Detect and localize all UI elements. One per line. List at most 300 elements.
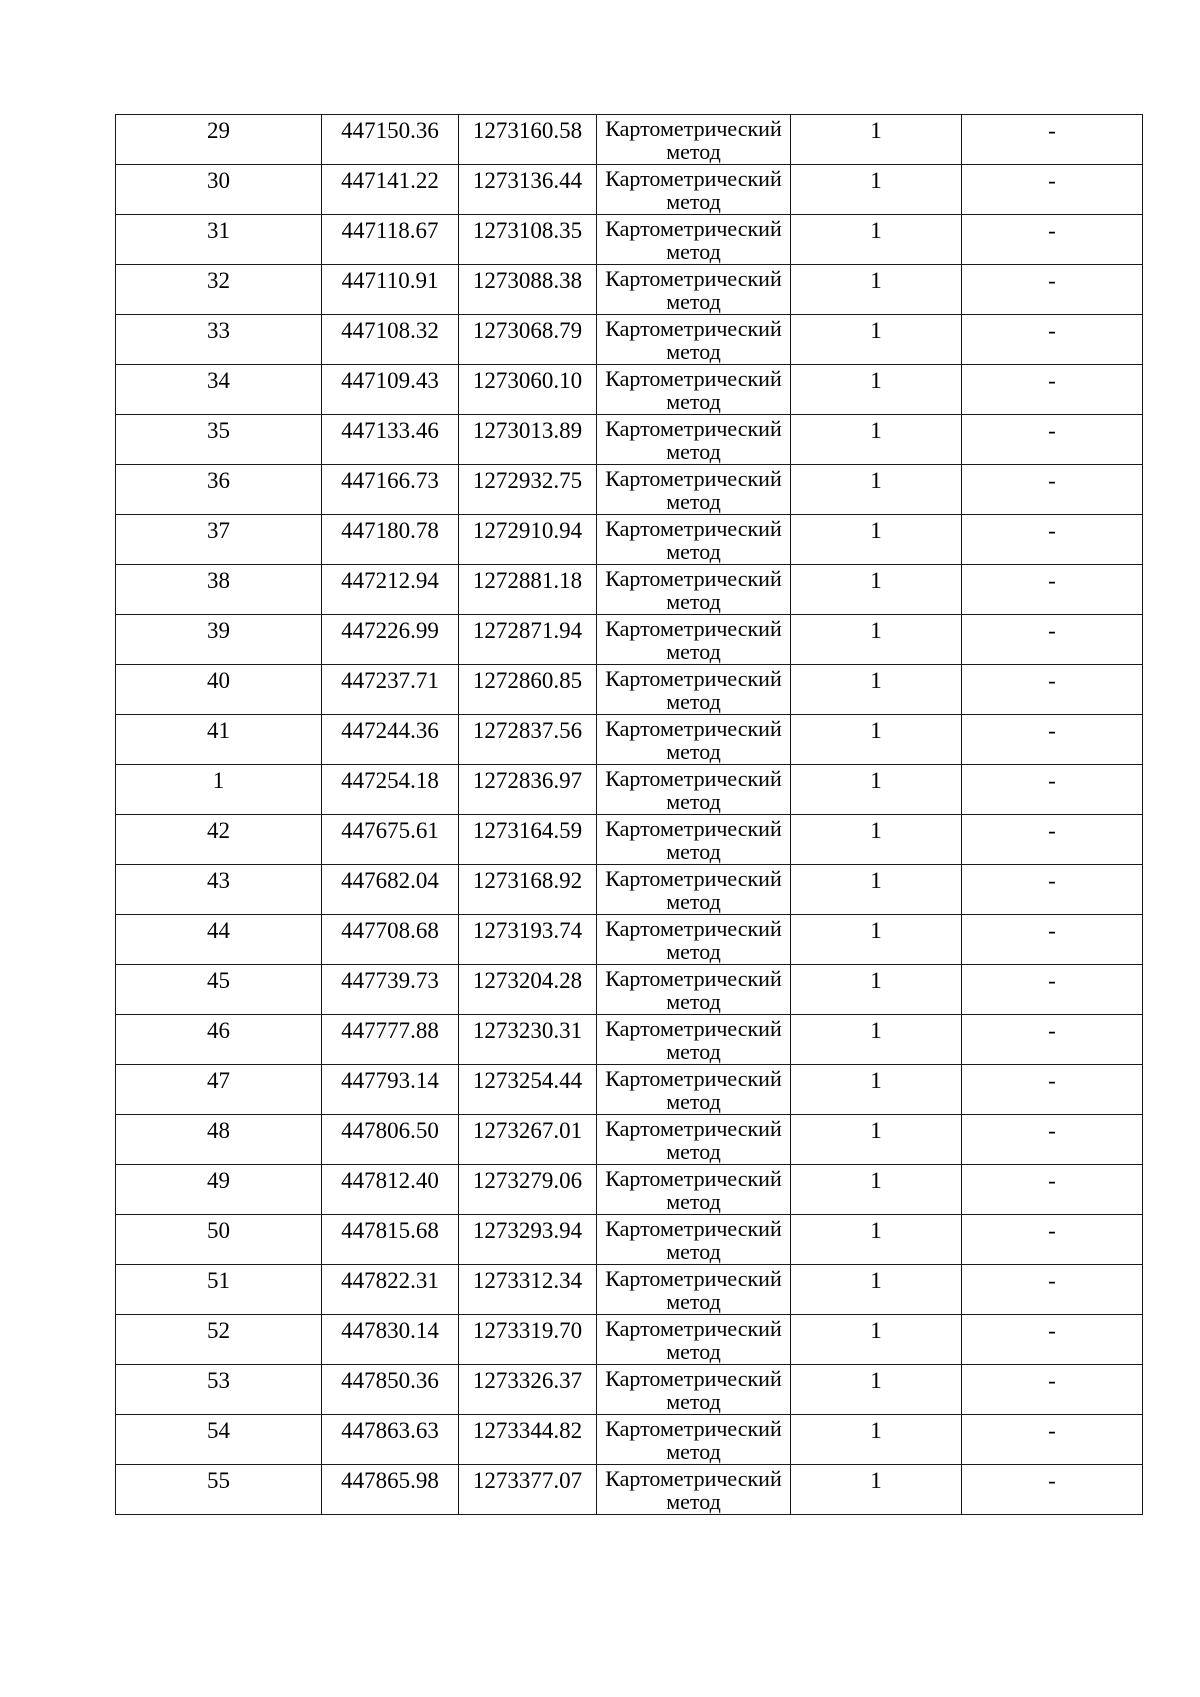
y-coordinate-cell [459, 165, 597, 215]
accuracy-cell-text: 1 [870, 318, 882, 343]
y-coordinate-cell [459, 215, 597, 265]
accuracy-cell [791, 565, 962, 615]
method-cell-text: Картометрический метод [605, 1316, 782, 1364]
y-coordinate-cell [459, 1065, 597, 1115]
y-coordinate-cell [459, 1165, 597, 1215]
method-cell [597, 315, 791, 365]
table-row [116, 115, 1143, 165]
y-coordinate-cell [459, 365, 597, 415]
accuracy-cell-text: 1 [870, 1268, 882, 1293]
x-coordinate-cell [322, 715, 459, 765]
description-cell-text: - [1048, 1468, 1056, 1493]
accuracy-cell [791, 615, 962, 665]
accuracy-cell [791, 815, 962, 865]
accuracy-cell-text: 1 [870, 868, 882, 893]
description-cell-text: - [1048, 568, 1056, 593]
y-coordinate-cell [459, 115, 597, 165]
description-cell-text: - [1048, 468, 1056, 493]
table-row [116, 1465, 1143, 1515]
y-coordinate-cell-text: 1272910.94 [472, 518, 583, 543]
description-cell-text: - [1048, 1218, 1056, 1243]
description-cell-text: - [1048, 168, 1056, 193]
point-number-cell [116, 765, 322, 815]
y-coordinate-cell-text: 1272932.75 [472, 468, 583, 493]
method-cell [597, 1215, 791, 1265]
point-number-cell-text: 41 [207, 718, 230, 743]
y-coordinate-cell-text: 1273088.38 [472, 268, 583, 293]
y-coordinate-cell [459, 615, 597, 665]
method-cell [597, 665, 791, 715]
accuracy-cell-text: 1 [870, 418, 882, 443]
method-cell-text: Картометрический метод [605, 166, 782, 214]
accuracy-cell [791, 665, 962, 715]
y-coordinate-cell-text: 1273204.28 [472, 968, 583, 993]
method-cell-text: Картометрический метод [605, 1416, 782, 1464]
point-number-cell [116, 515, 322, 565]
method-cell-text: Картометрический метод [605, 1466, 782, 1514]
method-cell [597, 615, 791, 665]
point-number-cell-text: 55 [207, 1468, 230, 1493]
method-cell-text: Картометрический метод [605, 1266, 782, 1314]
point-number-cell-text: 45 [207, 968, 230, 993]
method-cell-text: Картометрический метод [605, 1116, 782, 1164]
accuracy-cell-text: 1 [870, 1168, 882, 1193]
description-cell [962, 215, 1143, 265]
y-coordinate-cell-text: 1273136.44 [472, 168, 583, 193]
description-cell-text: - [1048, 368, 1056, 393]
point-number-cell-text: 40 [207, 668, 230, 693]
accuracy-cell [791, 915, 962, 965]
y-coordinate-cell-text: 1272860.85 [472, 668, 583, 693]
description-cell [962, 1265, 1143, 1315]
description-cell [962, 115, 1143, 165]
x-coordinate-cell-text: 447815.68 [341, 1218, 439, 1243]
x-coordinate-cell [322, 1265, 459, 1315]
table-row [116, 715, 1143, 765]
y-coordinate-cell-text: 1272836.97 [472, 768, 583, 793]
description-cell [962, 765, 1143, 815]
x-coordinate-cell-text: 447812.40 [341, 1168, 439, 1193]
x-coordinate-cell-text: 447682.04 [341, 868, 439, 893]
point-number-cell-text: 31 [207, 218, 230, 243]
table-row [116, 515, 1143, 565]
accuracy-cell [791, 165, 962, 215]
table-row [116, 165, 1143, 215]
y-coordinate-cell-text: 1273164.59 [472, 818, 583, 843]
accuracy-cell-text: 1 [870, 718, 882, 743]
point-number-cell-text: 53 [207, 1368, 230, 1393]
accuracy-cell-text: 1 [870, 1368, 882, 1393]
x-coordinate-cell [322, 1365, 459, 1415]
x-coordinate-cell [322, 515, 459, 565]
y-coordinate-cell [459, 1265, 597, 1315]
point-number-cell [116, 215, 322, 265]
description-cell [962, 315, 1143, 365]
y-coordinate-cell-text: 1273344.82 [472, 1418, 583, 1443]
accuracy-cell [791, 365, 962, 415]
accuracy-cell [791, 1315, 962, 1365]
point-number-cell-text: 30 [207, 168, 230, 193]
x-coordinate-cell-text: 447822.31 [341, 1268, 439, 1293]
accuracy-cell-text: 1 [870, 1418, 882, 1443]
x-coordinate-cell [322, 565, 459, 615]
accuracy-cell-text: 1 [870, 818, 882, 843]
x-coordinate-cell-text: 447150.36 [341, 118, 439, 143]
y-coordinate-cell [459, 665, 597, 715]
description-cell [962, 365, 1143, 415]
description-cell [962, 515, 1143, 565]
point-number-cell-text: 33 [207, 318, 230, 343]
table-row [116, 765, 1143, 815]
x-coordinate-cell [322, 465, 459, 515]
description-cell [962, 815, 1143, 865]
accuracy-cell [791, 1015, 962, 1065]
description-cell [962, 715, 1143, 765]
x-coordinate-cell [322, 365, 459, 415]
accuracy-cell [791, 1115, 962, 1165]
method-cell [597, 715, 791, 765]
description-cell-text: - [1048, 1018, 1056, 1043]
description-cell [962, 615, 1143, 665]
method-cell [597, 115, 791, 165]
point-number-cell-text: 37 [207, 518, 230, 543]
description-cell [962, 1115, 1143, 1165]
point-number-cell [116, 865, 322, 915]
description-cell [962, 265, 1143, 315]
method-cell-text: Картометрический метод [605, 566, 782, 614]
description-cell [962, 965, 1143, 1015]
description-cell [962, 1315, 1143, 1365]
y-coordinate-cell [459, 765, 597, 815]
method-cell-text: Картометрический метод [605, 266, 782, 314]
point-number-cell-text: 54 [207, 1418, 230, 1443]
table-row [116, 665, 1143, 715]
table-row [116, 615, 1143, 665]
point-number-cell-text: 42 [207, 818, 230, 843]
accuracy-cell [791, 1165, 962, 1215]
accuracy-cell-text: 1 [870, 1318, 882, 1343]
x-coordinate-cell-text: 447141.22 [341, 168, 439, 193]
y-coordinate-cell-text: 1272881.18 [472, 568, 583, 593]
point-number-cell [116, 715, 322, 765]
coordinates-table [115, 114, 1143, 1515]
method-cell [597, 365, 791, 415]
point-number-cell [116, 1315, 322, 1365]
description-cell [962, 1365, 1143, 1415]
y-coordinate-cell-text: 1273230.31 [472, 1018, 583, 1043]
point-number-cell [116, 665, 322, 715]
x-coordinate-cell [322, 765, 459, 815]
description-cell [962, 665, 1143, 715]
point-number-cell-text: 49 [207, 1168, 230, 1193]
method-cell [597, 1165, 791, 1215]
method-cell-text: Картометрический метод [605, 216, 782, 264]
x-coordinate-cell-text: 447110.91 [341, 268, 439, 293]
y-coordinate-cell [459, 1115, 597, 1165]
point-number-cell [116, 1365, 322, 1415]
description-cell [962, 415, 1143, 465]
x-coordinate-cell [322, 265, 459, 315]
table-row [116, 465, 1143, 515]
method-cell-text: Картометрический метод [605, 416, 782, 464]
x-coordinate-cell [322, 165, 459, 215]
y-coordinate-cell-text: 1273108.35 [472, 218, 583, 243]
point-number-cell-text: 38 [207, 568, 230, 593]
method-cell [597, 165, 791, 215]
method-cell-text: Картометрический метод [605, 516, 782, 564]
x-coordinate-cell-text: 447133.46 [341, 418, 439, 443]
y-coordinate-cell-text: 1273013.89 [472, 418, 583, 443]
method-cell [597, 865, 791, 915]
point-number-cell [116, 915, 322, 965]
accuracy-cell-text: 1 [870, 1118, 882, 1143]
description-cell-text: - [1048, 218, 1056, 243]
table-row [116, 265, 1143, 315]
y-coordinate-cell [459, 915, 597, 965]
table-row [116, 1065, 1143, 1115]
accuracy-cell [791, 1365, 962, 1415]
description-cell-text: - [1048, 1318, 1056, 1343]
accuracy-cell [791, 1265, 962, 1315]
point-number-cell-text: 43 [207, 868, 230, 893]
accuracy-cell-text: 1 [870, 918, 882, 943]
x-coordinate-cell [322, 215, 459, 265]
description-cell-text: - [1048, 418, 1056, 443]
point-number-cell-text: 35 [207, 418, 230, 443]
y-coordinate-cell [459, 565, 597, 615]
description-cell-text: - [1048, 318, 1056, 343]
method-cell [597, 1315, 791, 1365]
table-row [116, 565, 1143, 615]
table-row [116, 1015, 1143, 1065]
method-cell [597, 1365, 791, 1415]
accuracy-cell-text: 1 [870, 118, 882, 143]
y-coordinate-cell-text: 1273377.07 [472, 1468, 583, 1493]
x-coordinate-cell-text: 447850.36 [341, 1368, 439, 1393]
description-cell-text: - [1048, 1118, 1056, 1143]
method-cell-text: Картометрический метод [605, 666, 782, 714]
method-cell [597, 1065, 791, 1115]
description-cell-text: - [1048, 718, 1056, 743]
table-row [116, 1415, 1143, 1465]
x-coordinate-cell-text: 447708.68 [341, 918, 439, 943]
y-coordinate-cell-text: 1273267.01 [472, 1118, 583, 1143]
x-coordinate-cell-text: 447237.71 [341, 668, 439, 693]
x-coordinate-cell [322, 965, 459, 1015]
method-cell-text: Картометрический метод [605, 766, 782, 814]
accuracy-cell [791, 515, 962, 565]
description-cell-text: - [1048, 1418, 1056, 1443]
point-number-cell-text: 46 [207, 1018, 230, 1043]
accuracy-cell-text: 1 [870, 1468, 882, 1493]
y-coordinate-cell-text: 1273254.44 [472, 1068, 583, 1093]
table-row [116, 965, 1143, 1015]
accuracy-cell-text: 1 [870, 968, 882, 993]
method-cell [597, 465, 791, 515]
accuracy-cell [791, 865, 962, 915]
method-cell-text: Картометрический метод [605, 966, 782, 1014]
point-number-cell-text: 51 [207, 1268, 230, 1293]
accuracy-cell [791, 1065, 962, 1115]
description-cell [962, 565, 1143, 615]
x-coordinate-cell-text: 447806.50 [341, 1118, 439, 1143]
accuracy-cell-text: 1 [870, 368, 882, 393]
description-cell [962, 865, 1143, 915]
x-coordinate-cell [322, 1015, 459, 1065]
accuracy-cell-text: 1 [870, 218, 882, 243]
accuracy-cell [791, 215, 962, 265]
table-row [116, 365, 1143, 415]
coordinates-table-body [116, 115, 1143, 1515]
y-coordinate-cell [459, 315, 597, 365]
accuracy-cell [791, 1465, 962, 1515]
description-cell-text: - [1048, 118, 1056, 143]
accuracy-cell [791, 715, 962, 765]
x-coordinate-cell-text: 447739.73 [341, 968, 439, 993]
method-cell [597, 1265, 791, 1315]
description-cell [962, 1065, 1143, 1115]
table-row [116, 865, 1143, 915]
x-coordinate-cell [322, 915, 459, 965]
x-coordinate-cell-text: 447118.67 [341, 218, 439, 243]
accuracy-cell-text: 1 [870, 768, 882, 793]
description-cell [962, 1465, 1143, 1515]
point-number-cell [116, 965, 322, 1015]
x-coordinate-cell-text: 447830.14 [341, 1318, 439, 1343]
table-row [116, 1315, 1143, 1365]
description-cell-text: - [1048, 1268, 1056, 1293]
accuracy-cell-text: 1 [870, 518, 882, 543]
y-coordinate-cell-text: 1273160.58 [472, 118, 583, 143]
point-number-cell [116, 365, 322, 415]
y-coordinate-cell [459, 465, 597, 515]
y-coordinate-cell-text: 1273060.10 [472, 368, 583, 393]
accuracy-cell [791, 1415, 962, 1465]
point-number-cell-text: 50 [207, 1218, 230, 1243]
y-coordinate-cell-text: 1273293.94 [472, 1218, 583, 1243]
method-cell-text: Картометрический метод [605, 1166, 782, 1214]
table-row [116, 915, 1143, 965]
y-coordinate-cell [459, 1465, 597, 1515]
point-number-cell [116, 315, 322, 365]
y-coordinate-cell-text: 1273279.06 [472, 1168, 583, 1193]
table-row [116, 415, 1143, 465]
table-row [116, 315, 1143, 365]
x-coordinate-cell [322, 1115, 459, 1165]
x-coordinate-cell [322, 1165, 459, 1215]
table-row [116, 1365, 1143, 1415]
y-coordinate-cell [459, 265, 597, 315]
accuracy-cell [791, 965, 962, 1015]
method-cell-text: Картометрический метод [605, 716, 782, 764]
method-cell [597, 1415, 791, 1465]
y-coordinate-cell-text: 1273168.92 [472, 868, 583, 893]
y-coordinate-cell-text: 1272871.94 [472, 618, 583, 643]
y-coordinate-cell [459, 815, 597, 865]
x-coordinate-cell-text: 447865.98 [341, 1468, 439, 1493]
y-coordinate-cell-text: 1273312.34 [472, 1268, 583, 1293]
point-number-cell-text: 29 [207, 118, 230, 143]
accuracy-cell [791, 765, 962, 815]
description-cell [962, 465, 1143, 515]
point-number-cell [116, 165, 322, 215]
x-coordinate-cell-text: 447793.14 [341, 1068, 439, 1093]
point-number-cell [116, 1165, 322, 1215]
x-coordinate-cell-text: 447675.61 [341, 818, 439, 843]
x-coordinate-cell [322, 315, 459, 365]
accuracy-cell [791, 315, 962, 365]
accuracy-cell [791, 265, 962, 315]
table-row [116, 1265, 1143, 1315]
y-coordinate-cell [459, 1015, 597, 1065]
y-coordinate-cell-text: 1273319.70 [472, 1318, 583, 1343]
point-number-cell-text: 47 [207, 1068, 230, 1093]
method-cell [597, 265, 791, 315]
method-cell [597, 815, 791, 865]
accuracy-cell-text: 1 [870, 1068, 882, 1093]
description-cell-text: - [1048, 1368, 1056, 1393]
point-number-cell [116, 265, 322, 315]
x-coordinate-cell [322, 1415, 459, 1465]
method-cell-text: Картометрический метод [605, 1216, 782, 1264]
method-cell [597, 765, 791, 815]
point-number-cell-text: 52 [207, 1318, 230, 1343]
accuracy-cell-text: 1 [870, 1018, 882, 1043]
method-cell-text: Картометрический метод [605, 366, 782, 414]
x-coordinate-cell [322, 1215, 459, 1265]
accuracy-cell [791, 1215, 962, 1265]
method-cell-text: Картометрический метод [605, 316, 782, 364]
description-cell-text: - [1048, 1068, 1056, 1093]
x-coordinate-cell [322, 615, 459, 665]
x-coordinate-cell [322, 1065, 459, 1115]
x-coordinate-cell [322, 415, 459, 465]
method-cell [597, 565, 791, 615]
table-row [116, 1115, 1143, 1165]
point-number-cell-text: 48 [207, 1118, 230, 1143]
point-number-cell-text: 39 [207, 618, 230, 643]
method-cell [597, 1115, 791, 1165]
accuracy-cell-text: 1 [870, 568, 882, 593]
x-coordinate-cell-text: 447777.88 [341, 1018, 439, 1043]
method-cell-text: Картометрический метод [605, 116, 782, 164]
description-cell-text: - [1048, 968, 1056, 993]
description-cell [962, 165, 1143, 215]
method-cell-text: Картометрический метод [605, 1366, 782, 1414]
method-cell [597, 1015, 791, 1065]
y-coordinate-cell [459, 415, 597, 465]
accuracy-cell-text: 1 [870, 468, 882, 493]
y-coordinate-cell [459, 715, 597, 765]
point-number-cell [116, 465, 322, 515]
description-cell [962, 1165, 1143, 1215]
description-cell [962, 1415, 1143, 1465]
description-cell-text: - [1048, 818, 1056, 843]
method-cell [597, 915, 791, 965]
method-cell-text: Картометрический метод [605, 866, 782, 914]
accuracy-cell-text: 1 [870, 618, 882, 643]
description-cell-text: - [1048, 268, 1056, 293]
method-cell [597, 415, 791, 465]
x-coordinate-cell-text: 447108.32 [341, 318, 439, 343]
method-cell-text: Картометрический метод [605, 616, 782, 664]
x-coordinate-cell-text: 447226.99 [341, 618, 439, 643]
x-coordinate-cell [322, 1465, 459, 1515]
accuracy-cell-text: 1 [870, 268, 882, 293]
y-coordinate-cell-text: 1272837.56 [472, 718, 583, 743]
point-number-cell [116, 415, 322, 465]
description-cell-text: - [1048, 918, 1056, 943]
